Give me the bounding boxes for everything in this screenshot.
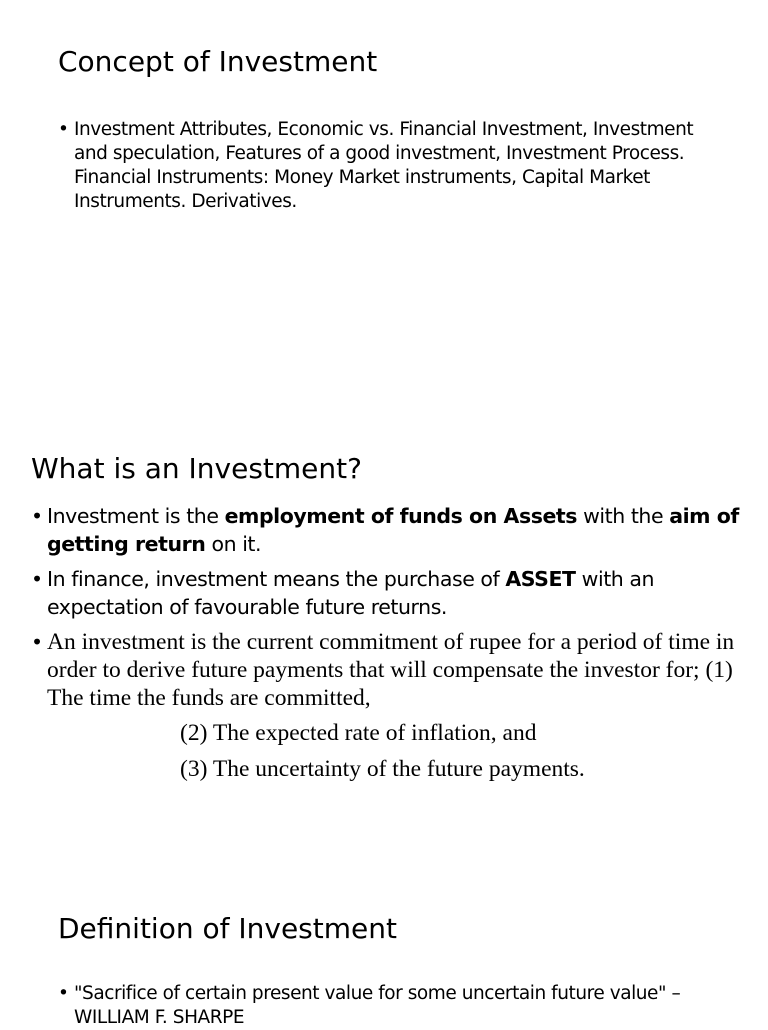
sub-item-inflation: (2) The expected rate of inflation, and [180,720,537,746]
bullet-icon: • [31,567,43,591]
slide-title: What is an Investment? [31,452,362,485]
list-item [31,565,751,621]
bullet-text: "Sacrifice of certain present value for some uncertain future value" – WILLIAM F. SHARPE [74,983,681,1028]
bullet-list [31,502,751,712]
bullet-text: Investment Attributes, Economic vs. Financial Investment, Investment and speculation, Features of a good investment, Investment Process. Financial Instruments: Money Market instruments, Capital Market Instruments. Derivatives. [74,119,694,212]
list-item [58,982,718,1030]
bullet-icon: • [31,504,43,528]
list-item [31,502,751,558]
bullet-list [58,982,718,1030]
slide-definition-of-investment [0,870,768,1028]
list-item [58,118,718,214]
bullet-text: Investment is the employment of funds on Assets with the aim of getting return on it. [47,504,739,556]
slide-title: Concept of Investment [58,45,378,78]
bullet-list [58,118,718,214]
bullet-text: An investment is the current commitment of rupee for a period of time in order to derive future payments that will compensate the investor for; (1) The time the funds are committed, [47,629,735,711]
bullet-icon: • [31,630,44,654]
list-item [31,628,751,712]
bullet-text: In finance, investment means the purchase of ASSET with an expectation of favourable future returns. [47,567,655,619]
bullet-icon: • [58,983,69,1004]
sub-item-uncertainty: (3) The uncertainty of the future payments. [180,756,585,782]
slide-title: Definition of Investment [58,912,397,945]
slide-concept-of-investment [0,0,768,400]
bullet-icon: • [58,119,69,140]
slide-what-is-investment [0,400,768,870]
